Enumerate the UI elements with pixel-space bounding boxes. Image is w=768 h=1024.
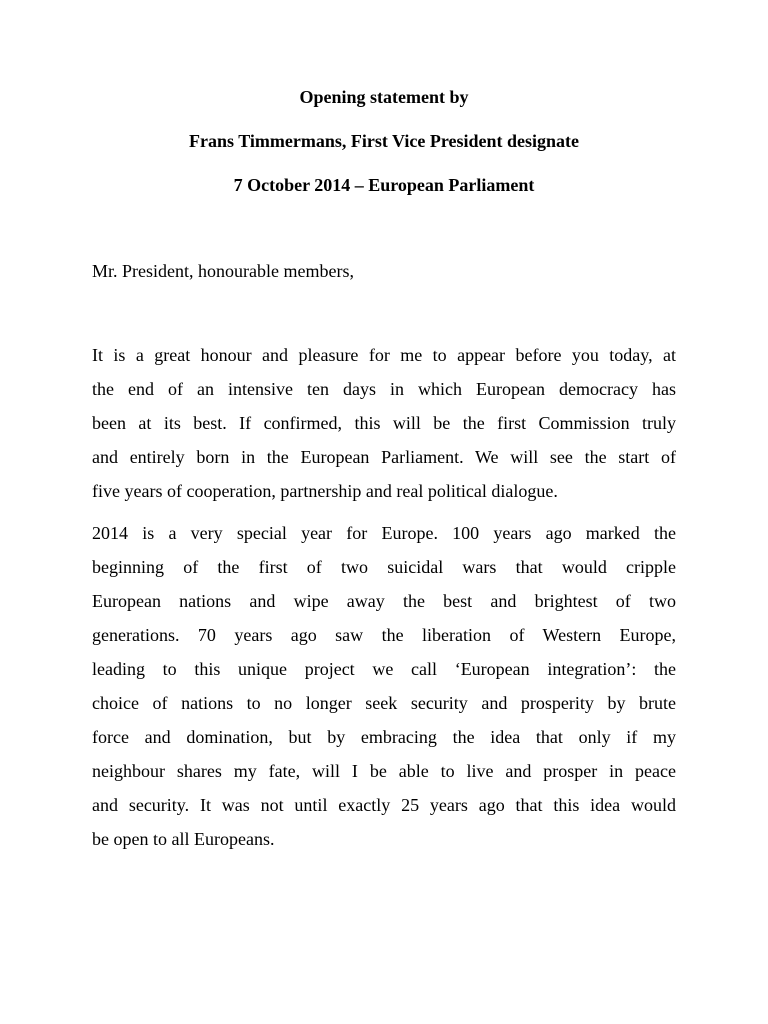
paragraph-line: neighbour shares my fate, will I be able to live and prosper in peace xyxy=(92,761,676,781)
paragraph-line: 2014 is a very special year for Europe. 100 years ago marked the xyxy=(92,523,676,543)
paragraph-line: generations. 70 years ago saw the liberation of Western Europe, xyxy=(92,625,676,645)
paragraph-line: been at its best. If confirmed, this will be the first Commission truly xyxy=(92,413,676,433)
paragraph-line: It is a great honour and pleasure for me to appear before you today, at xyxy=(92,345,676,365)
title-line-2: Frans Timmermans, First Vice President designate xyxy=(189,131,579,151)
paragraph-line: leading to this unique project we call ‘European integration’: the xyxy=(92,659,676,679)
paragraph-2 xyxy=(92,516,676,856)
paragraph-line: and entirely born in the European Parliament. We will see the start of xyxy=(92,447,676,467)
paragraph-line: five years of cooperation, partnership and real political dialogue. xyxy=(92,481,558,501)
paragraph-line: and security. It was not until exactly 25 years ago that this idea would xyxy=(92,795,676,815)
paragraph-line: European nations and wipe away the best and brightest of two xyxy=(92,591,676,611)
paragraph-line: choice of nations to no longer seek security and prosperity by brute xyxy=(92,693,676,713)
title-line-1: Opening statement by xyxy=(299,87,469,107)
salutation: Mr. President, honourable members, xyxy=(92,261,354,281)
paragraph-line: force and domination, but by embracing the idea that only if my xyxy=(92,727,676,747)
paragraph-1 xyxy=(92,338,676,508)
paragraph-line: the end of an intensive ten days in which European democracy has xyxy=(92,379,676,399)
document-title xyxy=(0,86,768,218)
paragraph-line: beginning of the first of two suicidal wars that would cripple xyxy=(92,557,676,577)
title-line-3: 7 October 2014 – European Parliament xyxy=(233,175,535,195)
paragraph-line: be open to all Europeans. xyxy=(92,829,275,849)
